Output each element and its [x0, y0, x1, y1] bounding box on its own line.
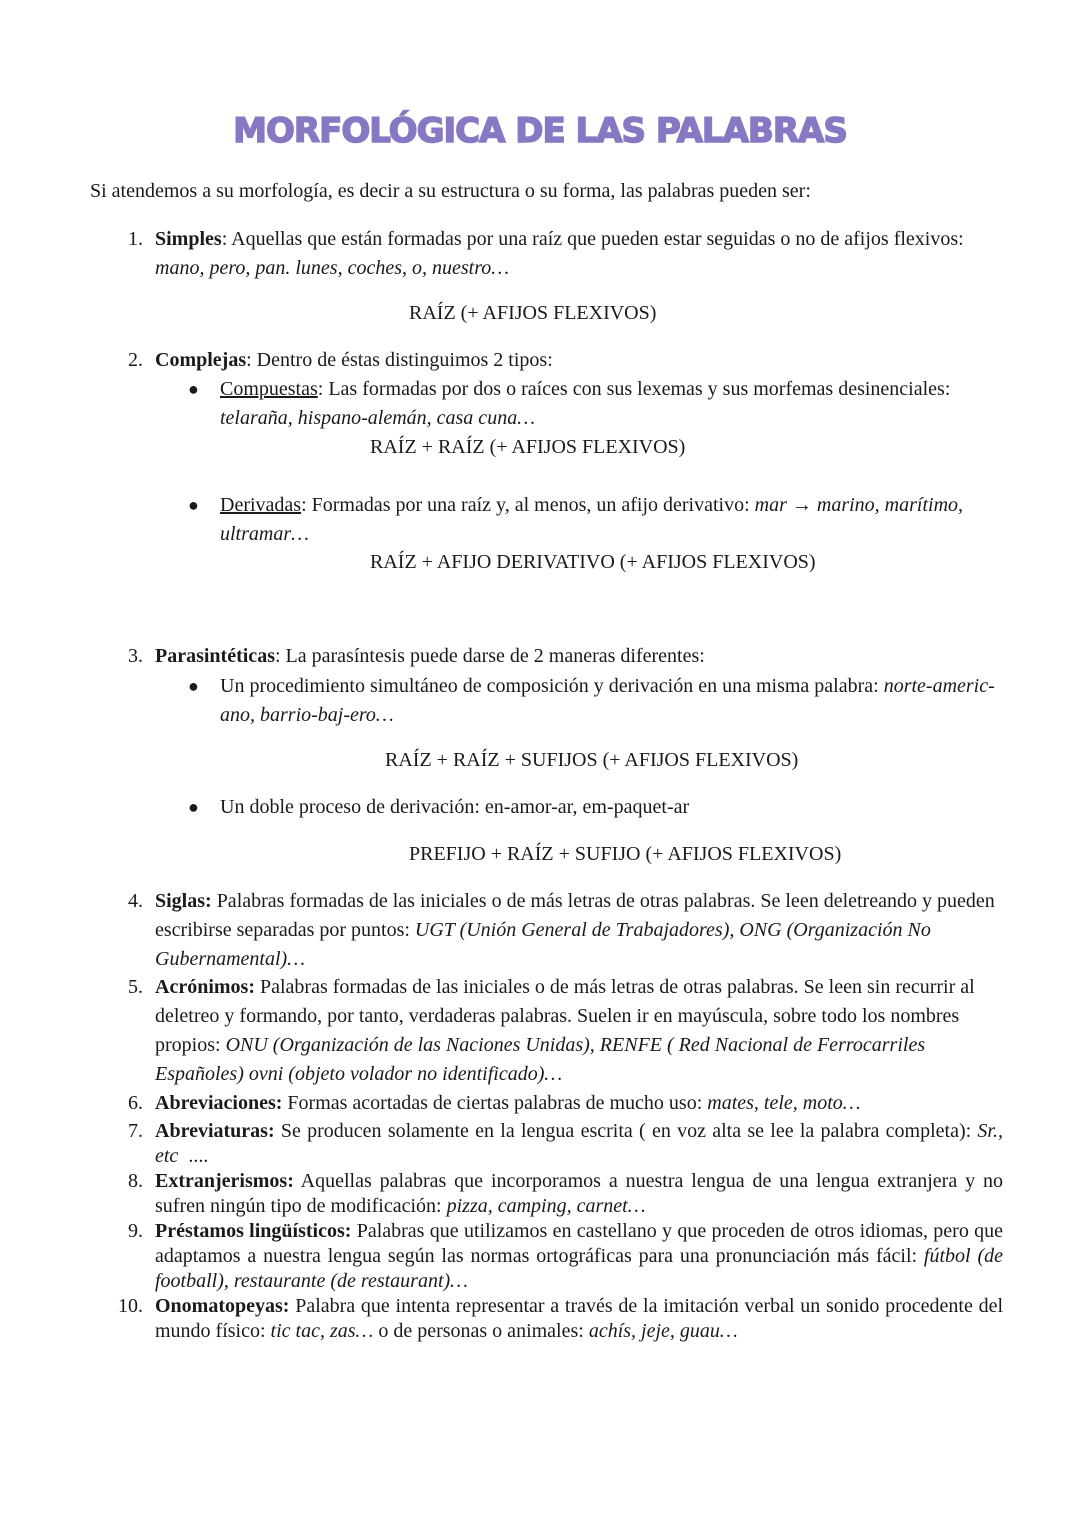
item-number: 2. [128, 349, 143, 371]
bullet-icon: ● [188, 495, 199, 515]
bullet-derivadas [188, 491, 1005, 549]
item-text: Formas acortadas de ciertas palabras de mucho uso: [282, 1092, 708, 1114]
item-text: Palabras que utilizamos en castellano y que proceden de otros idiomas, pero que adaptamos a nuestra lengua según las normas ortográficas para una pronunciación más fácil: [155, 1220, 1004, 1267]
item-number: 5. [128, 976, 143, 998]
list-item-acronimos [128, 973, 1003, 1089]
item-text: : Dentro de éstas distinguimos 2 tipos: [246, 349, 553, 371]
item-examples: pizza, camping, carnet… [446, 1195, 646, 1217]
formula: RAÍZ + RAÍZ + SUFIJOS (+ AFIJOS FLEXIVOS) [385, 749, 799, 771]
item-text: : Aquellas que están formadas por una raíz que pueden estar seguidas o no de afijos flexivos: [221, 228, 964, 250]
item-number: 7. [128, 1120, 143, 1142]
list-item-abreviaciones [128, 1091, 1003, 1116]
item-label: Parasintéticas [155, 645, 275, 667]
item-text: Palabra que intenta representar a través de la imitación verbal un sonido procedente del mundo físico: [155, 1295, 1003, 1342]
item-text: : La parasíntesis puede darse de 2 maneras diferentes: [274, 645, 705, 667]
item-number: 8. [128, 1170, 143, 1192]
item-label: Onomatopeyas: [155, 1295, 290, 1317]
item-number: 10. [118, 1295, 143, 1317]
formula: RAÍZ + AFIJO DERIVATIVO (+ AFIJOS FLEXIVOS) [370, 551, 816, 573]
bullet-icon: ● [188, 797, 199, 817]
item-label: Préstamos lingüísticos: [155, 1220, 352, 1242]
bullet-label: Derivadas [220, 494, 302, 516]
bullet-text: : Formadas por una raíz y, al menos, un afijo derivativo: [301, 494, 755, 516]
item-label: Extranjerismos: [155, 1170, 294, 1192]
item-label: Simples [155, 228, 222, 250]
item-text: Se producen solamente en la lengua escrita ( en voz alta se lee la palabra completa): [274, 1120, 978, 1142]
item-label: Acrónimos: [155, 976, 255, 998]
bullet-text: Un doble proceso de derivación: en-amor-ar, em-paquet-ar [220, 796, 690, 818]
intro-paragraph: Si atendemos a su morfología, es decir a su estructura o su forma, las palabras pueden ser: [90, 180, 811, 202]
item-text-after: o de personas o animales: [373, 1320, 589, 1342]
bullet-text: Un procedimiento simultáneo de composición y derivación en una misma palabra: [220, 675, 884, 697]
bullet-text: : Las formadas por dos o raíces con sus lexemas y sus morfemas desinenciales: [317, 378, 951, 400]
bullet-examples: mar → marino, marítimo, ultramar… [220, 494, 964, 545]
item-examples: Sr., etc [155, 1120, 1003, 1167]
item-number: 9. [128, 1220, 143, 1242]
item-examples: tic tac, zas… [270, 1320, 374, 1342]
bullet-icon: ● [188, 676, 199, 696]
item-examples: mano, pero, pan. lunes, coches, o, nuestro… [155, 257, 510, 279]
list-item-extranjerismos [128, 1169, 1003, 1219]
bullet-doble-derivacion [188, 793, 1005, 822]
bullet-icon: ● [188, 379, 199, 399]
item-examples: mates, tele, moto… [707, 1092, 861, 1114]
list-item-onomatopeyas [118, 1294, 1003, 1344]
bullet-procedimiento [188, 672, 1005, 730]
item-label: Abreviaturas: [155, 1120, 275, 1142]
item-examples: achís, jeje, guau… [588, 1320, 738, 1342]
list-item-simples [128, 225, 1003, 283]
item-text: Aquellas palabras que incorporamos a nuestra lengua de una lengua extranjera y no sufren ningún tipo de modificación: [155, 1170, 1003, 1217]
item-examples: fútbol (de football), restaurante (de restaurant)… [155, 1245, 1003, 1292]
item-text-after: .... [178, 1145, 209, 1167]
list-item-complejas [128, 346, 1003, 375]
item-text: Palabras formadas de las iniciales o de más letras de otras palabras. Se leen deletreando y pueden escribirse separadas por puntos: [155, 890, 995, 941]
formula: RAÍZ + RAÍZ (+ AFIJOS FLEXIVOS) [370, 436, 686, 458]
formula: RAÍZ (+ AFIJOS FLEXIVOS) [409, 302, 657, 324]
item-text: Palabras formadas de las iniciales o de más letras de otras palabras. Se leen sin recurrir al deletreo y formando, por tanto, verdaderas palabras. Suelen ir en mayúscula, sobre todo los nombres propios: [155, 976, 975, 1056]
bullet-compuestas [188, 375, 1005, 433]
list-item-abreviaturas [128, 1119, 1003, 1169]
item-label: Complejas [155, 349, 247, 371]
item-label: Abreviaciones: [155, 1092, 283, 1114]
bullet-examples: norte-americ-ano, barrio-baj-ero… [220, 675, 995, 726]
item-number: 4. [128, 890, 143, 912]
item-number: 6. [128, 1092, 143, 1114]
formula: PREFIJO + RAÍZ + SUFIJO (+ AFIJOS FLEXIVOS) [409, 843, 842, 865]
page-title: MORFOLÓGICA DE LAS PALABRAS [233, 111, 847, 151]
list-item-parasinteticas [128, 642, 1003, 671]
bullet-examples: telaraña, hispano-alemán, casa cuna… [220, 407, 535, 429]
list-item-prestamos [128, 1219, 1004, 1294]
bullet-label: Compuestas [220, 378, 318, 400]
item-examples: UGT (Unión General de Trabajadores), ONG (Organización No Gubernamental)… [155, 919, 931, 970]
list-item-siglas [128, 887, 1003, 974]
item-number: 3. [128, 645, 143, 667]
item-label: Siglas: [155, 890, 212, 912]
item-number: 1. [128, 228, 143, 250]
item-examples: ONU (Organización de las Naciones Unidas), RENFE ( Red Nacional de Ferrocarriles Españoles) ovni (objeto volador no identificado)… [155, 1034, 926, 1085]
